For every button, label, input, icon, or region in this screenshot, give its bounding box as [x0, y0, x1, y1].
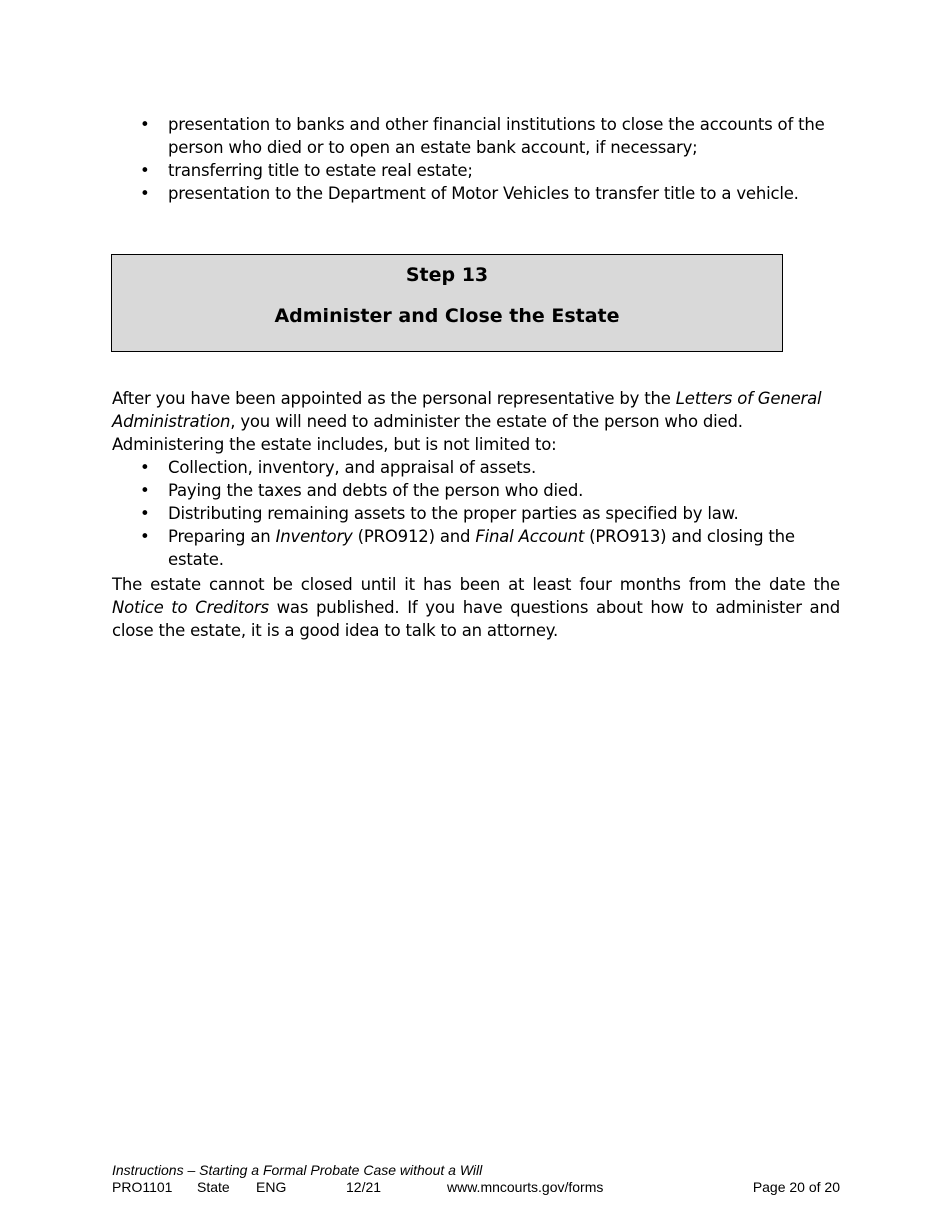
- bullet-icon: •: [140, 504, 150, 523]
- bullet-icon: •: [140, 458, 150, 477]
- bullet-list-uses: [112, 113, 842, 205]
- intro-paragraph: After you have been appointed as the personal representative by the Letters of General Administration, you will need to administer the estate of the person who died. Administering the estate includes, but is not limited to:: [112, 389, 822, 454]
- footer-page-number: Page 20 of 20: [752, 1179, 840, 1195]
- list-item: • transferring title to estate real estate;: [140, 161, 473, 180]
- bullet-icon: •: [140, 161, 150, 180]
- list-item: • Distributing remaining assets to the proper parties as specified by law.: [140, 504, 739, 523]
- list-item: • Collection, inventory, and appraisal of assets.: [140, 458, 536, 477]
- footer-jurisdiction: State: [197, 1179, 230, 1195]
- footer-form-code: PRO1101: [112, 1179, 173, 1195]
- list-item: • presentation to banks and other financial institutions to close the accounts of the person who died or to open an estate bank account, if necessary;: [140, 115, 825, 157]
- step-number: Step 13: [405, 264, 489, 286]
- list-item: • presentation to the Department of Motor Vehicles to transfer title to a vehicle.: [140, 184, 799, 203]
- list-item: • Paying the taxes and debts of the person who died.: [140, 481, 584, 500]
- footer-date: 12/21: [346, 1179, 382, 1195]
- bullet-icon: •: [140, 527, 150, 546]
- bullet-icon: •: [140, 184, 150, 203]
- footer-language: ENG: [256, 1179, 287, 1195]
- step-header-box: [111, 254, 783, 352]
- bullet-list-administration: [112, 456, 842, 571]
- closing-paragraph: The estate cannot be closed until it has been at least four months from the date the Notice to Creditors was published. If you have questions about how to administer and close the estate, it is a good idea to talk to an attorney.: [112, 575, 840, 640]
- step-title: Administer and Close the Estate: [274, 305, 620, 327]
- list-item: • Preparing an Inventory (PRO912) and Final Account (PRO913) and closing the estate.: [140, 527, 795, 569]
- footer-title: Instructions – Starting a Formal Probate Case without a Will: [112, 1162, 483, 1178]
- bullet-icon: •: [140, 115, 150, 134]
- footer-url: www.mncourts.gov/forms: [447, 1179, 604, 1195]
- footer-info-line: [112, 1179, 840, 1197]
- bullet-icon: •: [140, 481, 150, 500]
